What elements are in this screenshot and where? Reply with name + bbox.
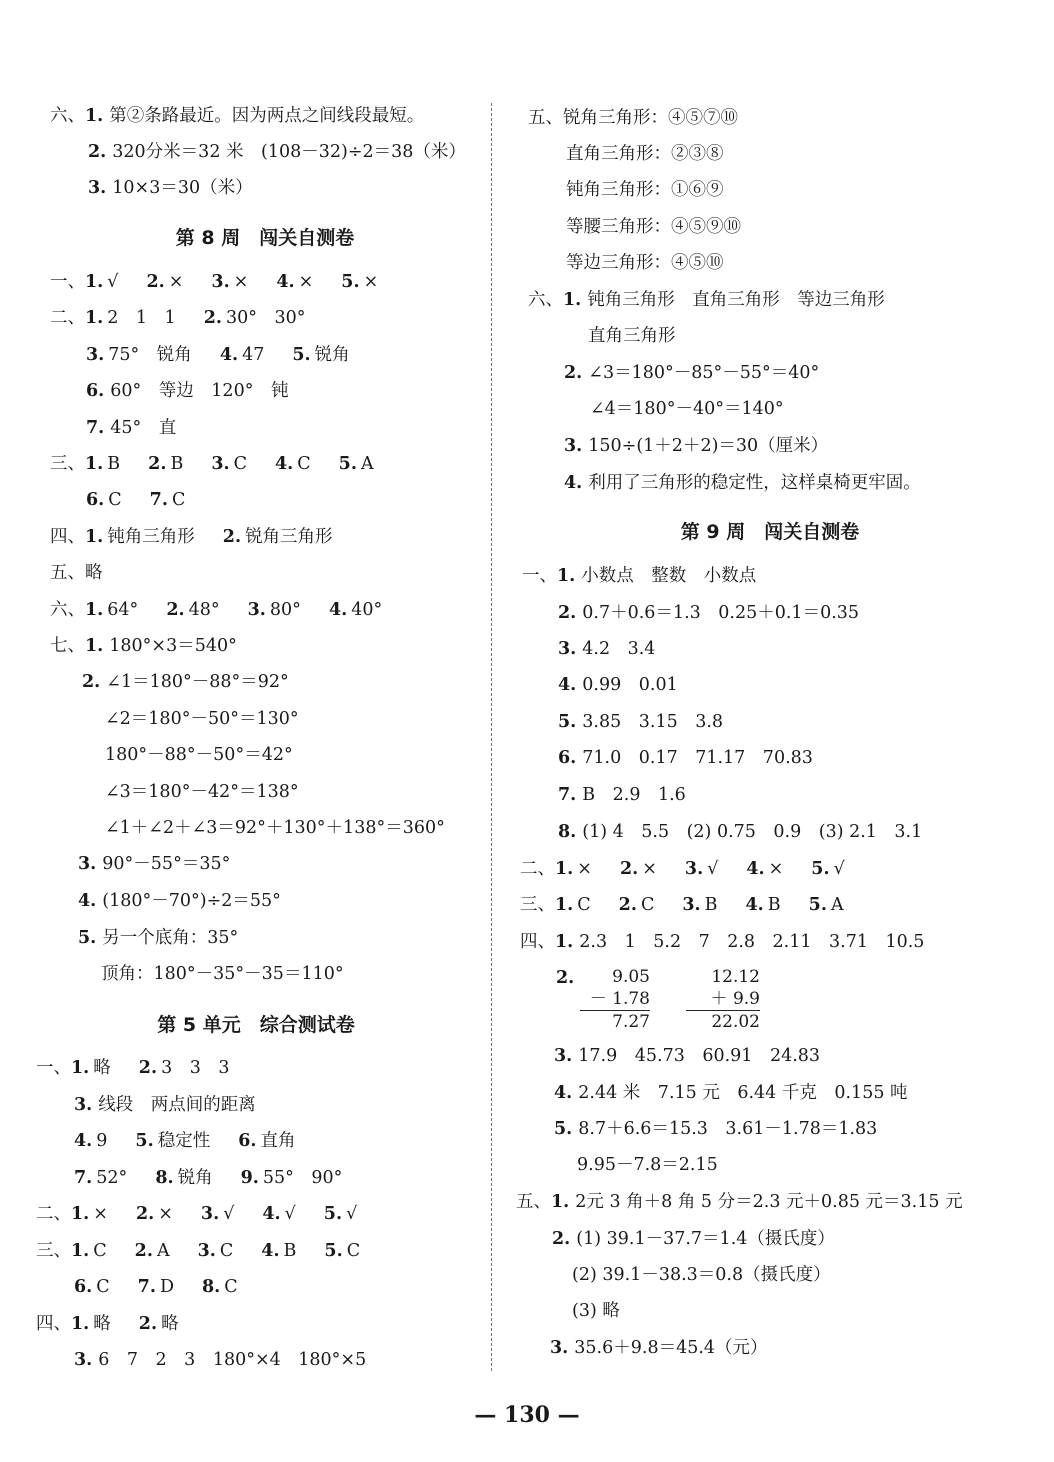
answer-item	[619, 893, 655, 917]
item-number: 4.	[261, 1241, 280, 1261]
answer-line	[50, 598, 382, 622]
item-answer: √	[223, 1204, 235, 1224]
item-answer: C	[346, 1241, 361, 1261]
answer-line	[74, 1129, 295, 1153]
answer-line: ∠4＝180°－40°＝140°	[590, 399, 784, 419]
item-number: 4.	[74, 1131, 93, 1151]
item-number: 7.	[74, 1168, 93, 1188]
answer-line	[36, 1202, 357, 1226]
item-number: 1.	[71, 1204, 90, 1224]
item-number: 5.	[324, 1241, 343, 1261]
answer-line	[86, 343, 350, 367]
item-answer: B	[283, 1241, 297, 1261]
item-number: 2.	[619, 859, 639, 879]
item-answer: 略	[93, 1058, 111, 1078]
item-answer: 直角	[260, 1131, 296, 1151]
section-label: 二、	[520, 859, 555, 879]
answer-line: 3. 17.9 45.73 60.91 24.83	[554, 1046, 821, 1066]
answer-item	[292, 343, 349, 367]
section-label: 一、	[36, 1058, 71, 1078]
answer-item	[71, 1312, 111, 1336]
answer-line	[86, 488, 185, 512]
answer-line: 3. 90°－55°＝35°	[78, 854, 231, 874]
item-answer: √	[284, 1204, 296, 1224]
answer-item	[248, 598, 301, 622]
item-answer: A	[156, 1241, 170, 1261]
item-answer: 3 3 3	[161, 1058, 230, 1078]
answer-item	[262, 1202, 295, 1226]
answer-line: 3. 10×3＝30（米）	[88, 178, 253, 198]
item-number: 4.	[274, 454, 294, 474]
item-answer: 锐角	[314, 345, 350, 365]
answer-item	[276, 270, 313, 294]
answer-item	[809, 893, 844, 917]
answer-line: (2) 39.1－38.3＝0.8（摄氏度）	[572, 1265, 831, 1285]
item-answer: A	[360, 454, 374, 474]
answer-line: 8. (1) 4 5.5 (2) 0.75 0.9 (3) 2.1 3.1	[558, 822, 923, 842]
answer-line: 180°－88°－50°＝42°	[105, 745, 293, 765]
item-number: 3.	[211, 454, 230, 474]
answer-line: ∠2＝180°－50°＝130°	[105, 709, 299, 729]
answer-line	[36, 1239, 360, 1263]
answer-item	[811, 857, 844, 881]
item-answer: 75° 锐角	[108, 345, 192, 365]
item-answer: ×	[363, 272, 379, 292]
item-number: 4.	[262, 1204, 281, 1224]
item-number: 3.	[197, 1241, 216, 1261]
answer-item	[155, 1166, 212, 1190]
answer-line	[520, 857, 845, 881]
item-number: 2.	[203, 308, 222, 328]
item-answer: 锐角	[177, 1168, 213, 1188]
answer-line	[50, 270, 378, 294]
section-label: 一、	[50, 272, 85, 292]
item-number: 8.	[201, 1277, 221, 1297]
item-answer: ×	[233, 272, 249, 292]
answer-item	[220, 343, 265, 367]
answer-item	[139, 1056, 230, 1080]
answer-line: 2.	[556, 968, 575, 988]
item-number: 4.	[328, 600, 348, 620]
answer-line: 4. 2.44 米 7.15 元 6.44 千克 0.155 吨	[554, 1083, 908, 1103]
item-number: 4.	[219, 345, 239, 365]
item-answer: C	[96, 1277, 110, 1297]
answer-item	[71, 1056, 111, 1080]
answer-item	[261, 1239, 296, 1263]
item-number: 3.	[200, 1204, 220, 1224]
answer-line: 3. 4.2 3.4	[558, 639, 656, 659]
section-label: 二、	[50, 308, 85, 328]
item-answer: 47	[242, 345, 265, 365]
item-answer: B	[107, 454, 121, 474]
answer-item	[74, 1275, 110, 1299]
answer-item	[139, 1312, 179, 1336]
answer-item	[211, 452, 247, 476]
item-number: 2.	[138, 1314, 158, 1334]
answer-line: 7. B 2.9 1.6	[558, 785, 686, 805]
answer-item	[150, 488, 186, 512]
answer-line: 2. ∠3＝180°－85°－55°＝40°	[564, 363, 820, 383]
item-answer: 略	[161, 1314, 179, 1334]
answer-line: 6. 71.0 0.17 71.17 70.83	[558, 748, 813, 768]
item-answer: C	[297, 454, 311, 474]
item-answer: √	[707, 859, 719, 879]
answer-line: 3. 线段 两点间的距离	[74, 1095, 256, 1115]
item-answer: 80°	[269, 600, 301, 620]
answer-line: 5. 3.85 3.15 3.8	[558, 712, 724, 732]
answer-item	[74, 1129, 107, 1153]
answer-item	[85, 306, 176, 330]
answer-item	[329, 598, 382, 622]
item-number: 8.	[155, 1168, 174, 1188]
answer-item	[136, 1202, 173, 1226]
answer-item	[324, 1239, 360, 1263]
item-answer: ×	[642, 859, 657, 879]
answer-line: 7. 45° 直	[86, 418, 177, 438]
item-answer: √	[833, 859, 845, 879]
answer-line	[74, 1166, 342, 1190]
section-label: 六、	[50, 600, 85, 620]
item-answer: ×	[93, 1204, 108, 1224]
item-answer: 40°	[351, 600, 383, 620]
item-number: 2.	[146, 272, 165, 292]
item-number: 2.	[148, 454, 167, 474]
item-number: 1.	[85, 600, 104, 620]
answer-item	[204, 306, 306, 330]
item-number: 2.	[134, 1241, 153, 1261]
answer-line: 9.95－7.8＝2.15	[577, 1155, 718, 1175]
item-answer: D	[159, 1277, 174, 1297]
item-number: 2.	[222, 527, 242, 547]
answer-item	[620, 857, 657, 881]
answer-line: 直角三角形	[588, 326, 676, 346]
answer-item	[85, 525, 195, 549]
item-answer: ×	[158, 1204, 173, 1224]
answer-line: 3. 35.6＋9.8＝45.4（元）	[550, 1338, 768, 1358]
answer-line: 2. ∠1＝180°－88°＝92°	[82, 672, 289, 692]
answer-item	[85, 270, 118, 294]
answer-line	[50, 452, 374, 476]
answer-line: 3. 6 7 2 3 180°×4 180°×5	[74, 1350, 367, 1370]
answer-line: 一、1. 小数点 整数 小数点	[522, 566, 757, 586]
item-number: 5.	[135, 1131, 154, 1151]
item-answer: B	[704, 895, 718, 915]
answer-line: 4. (180°－70°)÷2＝55°	[78, 891, 281, 911]
answer-line: 六、1. 第②条路最近。因为两点之间线段最短。	[50, 106, 425, 126]
answer-item	[223, 525, 333, 549]
vertical-addition: 12.12 ＋ 9.9 22.02	[686, 966, 760, 1033]
answer-line: 2. 0.7＋0.6＝1.3 0.25＋0.1＝0.35	[558, 603, 860, 623]
answer-line: 四、1. 2.3 1 5.2 7 2.8 2.11 3.71 10.5	[520, 932, 925, 952]
answer-item	[86, 488, 122, 512]
item-number: 5.	[808, 895, 827, 915]
item-answer: 2 1 1	[107, 308, 176, 328]
item-answer: ×	[577, 859, 592, 879]
answer-line: 3. 150÷(1＋2＋2)＝30（厘米）	[564, 436, 829, 456]
item-answer: 9	[96, 1131, 108, 1151]
answer-line: 4. 利用了三角形的稳定性，这样桌椅更牢固。	[564, 473, 921, 493]
answer-line: 五、1. 2元 3 角＋8 角 5 分＝2.3 元＋0.85 元＝3.15 元	[516, 1192, 963, 1212]
item-answer: 稳定性	[157, 1131, 211, 1151]
answer-line: 2. 320分米＝32 米 (108－32)÷2＝38（米）	[88, 142, 466, 162]
item-answer: 略	[93, 1314, 111, 1334]
answer-item	[555, 857, 592, 881]
item-number: 1.	[71, 1058, 90, 1078]
answer-item	[241, 1166, 343, 1190]
answer-line: 等腰三角形：④⑤⑨⑩	[566, 217, 741, 237]
answer-line: ∠1＋∠2＋∠3＝92°＋130°＋138°＝360°	[105, 818, 445, 838]
item-answer: √	[346, 1204, 358, 1224]
answer-line: 六、1. 钝角三角形 直角三角形 等边三角形	[528, 290, 885, 310]
item-number: 5.	[292, 345, 311, 365]
answer-item	[746, 893, 781, 917]
item-answer: 30° 30°	[225, 308, 306, 328]
item-answer: C	[577, 895, 591, 915]
answer-line	[36, 1056, 229, 1080]
item-number: 1.	[85, 454, 104, 474]
item-answer: C	[171, 490, 186, 510]
answer-item	[201, 1202, 234, 1226]
answer-line	[50, 525, 333, 549]
item-number: 1.	[71, 1241, 90, 1261]
item-answer: C	[93, 1241, 107, 1261]
answer-line: 五、锐角三角形：④⑤⑦⑩	[528, 108, 738, 128]
answer-item	[85, 452, 120, 476]
item-answer: 48°	[188, 600, 220, 620]
answer-item	[86, 343, 192, 367]
answer-line	[74, 1275, 238, 1299]
item-number: 7.	[149, 490, 168, 510]
item-answer: ×	[168, 272, 184, 292]
section-label: 三、	[520, 895, 555, 915]
answer-line: ∠3＝180°－42°＝138°	[105, 782, 299, 802]
answer-item	[555, 893, 591, 917]
item-answer: 锐角三角形	[245, 527, 333, 547]
item-number: 2.	[135, 1204, 155, 1224]
answer-line: 顶角：180°－35°－35＝110°	[101, 964, 344, 984]
item-number: 6.	[86, 490, 105, 510]
answer-line: 5. 8.7＋6.6＝15.3 3.61－1.78＝1.83	[554, 1119, 878, 1139]
answer-line: 4. 0.99 0.01	[558, 675, 678, 695]
answer-item	[746, 857, 783, 881]
section-heading: 第 8 周 闯关自测卷	[175, 227, 355, 249]
answer-item	[71, 1239, 107, 1263]
answer-line: 等边三角形：④⑤⑩	[566, 253, 724, 273]
section-heading: 第 5 单元 综合测试卷	[157, 1014, 355, 1036]
item-answer: C	[108, 490, 122, 510]
answer-item	[341, 270, 378, 294]
section-label: 二、	[36, 1204, 71, 1224]
answer-item	[71, 1202, 108, 1226]
item-answer: B	[767, 895, 781, 915]
item-number: 4.	[745, 895, 764, 915]
answer-item	[198, 1239, 234, 1263]
item-number: 1.	[85, 308, 104, 328]
item-number: 1.	[555, 859, 574, 879]
answer-item	[135, 1129, 210, 1153]
item-number: 4.	[746, 859, 765, 879]
item-number: 1.	[85, 272, 104, 292]
answer-item	[148, 452, 183, 476]
answer-line: 钝角三角形：①⑥⑨	[566, 180, 724, 200]
answer-line: 直角三角形：②③⑧	[566, 144, 724, 164]
item-answer: ×	[298, 272, 314, 292]
item-number: 2.	[138, 1058, 158, 1078]
answer-item	[202, 1275, 238, 1299]
answer-line	[36, 1312, 179, 1336]
section-heading: 第 9 周 闯关自测卷	[680, 521, 860, 543]
answer-line	[50, 306, 306, 330]
item-number: 4.	[276, 272, 295, 292]
item-number: 2.	[166, 600, 185, 620]
answer-item	[74, 1166, 127, 1190]
item-answer: C	[233, 454, 247, 474]
answer-line: 五、略	[50, 563, 103, 583]
answer-item	[324, 1202, 357, 1226]
section-label: 四、	[36, 1314, 71, 1334]
answer-item	[135, 1239, 170, 1263]
item-number: 3.	[247, 600, 266, 620]
answer-item	[138, 1275, 174, 1299]
answer-item	[685, 857, 718, 881]
answer-item	[238, 1129, 295, 1153]
item-number: 5.	[341, 272, 360, 292]
answer-item	[339, 452, 374, 476]
item-answer: 52°	[96, 1168, 128, 1188]
page-number: — 130 —	[474, 1402, 580, 1428]
item-number: 3.	[211, 272, 230, 292]
answer-item	[682, 893, 717, 917]
answer-item	[85, 598, 138, 622]
item-number: 6.	[238, 1131, 257, 1151]
item-answer: 64°	[107, 600, 139, 620]
answer-item	[166, 598, 219, 622]
answer-line: 6. 60° 等边 120° 钝	[86, 381, 289, 401]
section-label: 三、	[50, 454, 85, 474]
answer-line: (3) 略	[572, 1301, 620, 1321]
answer-item	[211, 270, 248, 294]
answer-item	[275, 452, 311, 476]
item-number: 1.	[555, 895, 574, 915]
item-answer: √	[107, 272, 119, 292]
item-number: 6.	[74, 1277, 93, 1297]
item-number: 3.	[86, 345, 105, 365]
item-number: 3.	[684, 859, 704, 879]
item-number: 3.	[682, 895, 701, 915]
section-label: 三、	[36, 1241, 71, 1261]
answer-line: 七、1. 180°×3＝540°	[50, 636, 237, 656]
item-answer: C	[224, 1277, 238, 1297]
item-number: 5.	[338, 454, 357, 474]
item-number: 2.	[618, 895, 637, 915]
item-answer: C	[640, 895, 655, 915]
item-number: 9.	[240, 1168, 259, 1188]
vertical-subtraction: 9.05 － 1.78 7.27	[580, 966, 650, 1033]
answer-line: 5. 另一个底角：35°	[78, 928, 239, 948]
item-number: 5.	[811, 859, 830, 879]
item-answer: 钝角三角形	[107, 527, 195, 547]
section-label: 四、	[50, 527, 85, 547]
item-number: 1.	[85, 527, 104, 547]
item-answer: A	[830, 895, 844, 915]
item-number: 1.	[71, 1314, 90, 1334]
column-divider	[491, 103, 492, 1371]
item-number: 5.	[323, 1204, 343, 1224]
item-number: 7.	[137, 1277, 156, 1297]
item-answer: C	[219, 1241, 234, 1261]
item-answer: ×	[768, 859, 784, 879]
answer-line: 2. (1) 39.1－37.7＝1.4（摄氏度）	[552, 1229, 835, 1249]
answer-item	[146, 270, 183, 294]
item-answer: 55° 90°	[262, 1168, 343, 1188]
item-answer: B	[170, 454, 184, 474]
answer-line	[520, 893, 844, 917]
